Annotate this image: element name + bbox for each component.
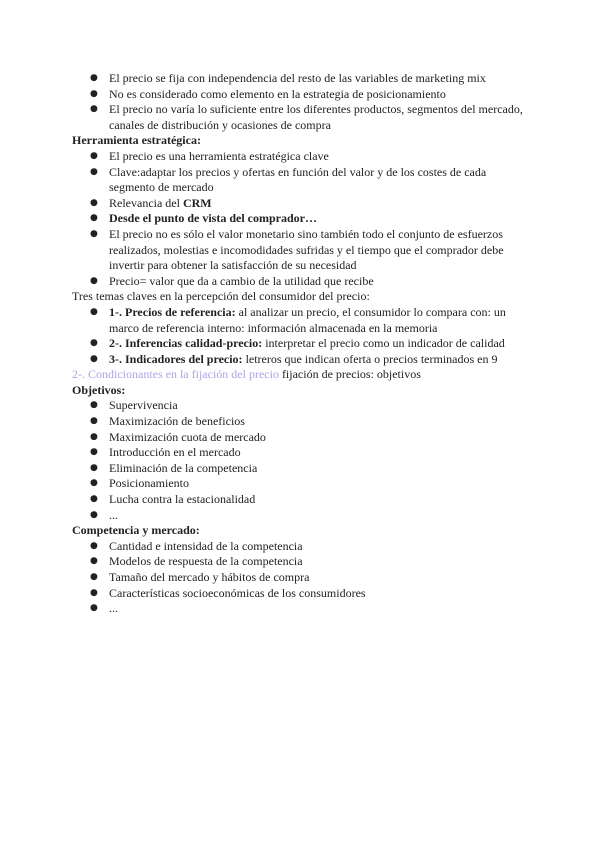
bullet-icon: ● — [90, 431, 98, 442]
list-item-text: Lucha contra la estacionalidad — [109, 492, 256, 507]
bullet-icon: ● — [90, 104, 98, 115]
bullet-icon: ● — [90, 556, 98, 567]
list-item — [72, 102, 532, 133]
bullet-icon: ● — [90, 462, 98, 473]
document-content — [72, 71, 532, 617]
list-item — [72, 539, 532, 555]
bullet-icon: ● — [90, 197, 98, 208]
list-item-text: Modelos de respuesta de la competencia — [109, 554, 303, 569]
list-item-text: ... — [109, 507, 118, 522]
paragraph — [72, 367, 532, 383]
bullet-icon: ● — [90, 494, 98, 505]
list-item — [72, 352, 532, 368]
list-item-text: El precio se fija con independencia del resto de las variables de marketing mix — [109, 71, 486, 85]
list-item — [72, 196, 532, 212]
list-item-text: El precio no es sólo el valor monetario sino también todo el conjunto de esfuerzos realizados, molestias e incomodidades sufridas y el tiempo que el comprador debe invertir para obtener la satisfacción de su necesidad — [109, 226, 504, 273]
bullet-icon: ● — [90, 88, 98, 99]
list-item — [72, 461, 532, 477]
list-item — [72, 445, 532, 461]
bullet-icon: ● — [90, 587, 98, 598]
bullet-list — [72, 539, 532, 617]
list-item — [72, 554, 532, 570]
bullet-list — [72, 305, 532, 367]
section-heading: Objetivos: — [72, 382, 126, 397]
bullet-list — [72, 149, 532, 289]
bullet-icon: ● — [90, 540, 98, 551]
term-label: 2-. Inferencias calidad-precio: — [109, 336, 263, 351]
list-item-text: Relevancia del — [109, 195, 183, 210]
term-label: 3-. Indicadores del precio: — [109, 351, 243, 366]
list-item — [72, 87, 532, 103]
list-item-text: Maximización cuota de mercado — [109, 429, 266, 444]
list-item — [72, 492, 532, 508]
section-heading: Competencia y mercado: — [72, 523, 200, 538]
list-item — [72, 601, 532, 617]
paragraph: Tres temas claves en la percepción del consumidor del precio: — [72, 289, 370, 304]
list-item — [72, 149, 532, 165]
bullet-icon: ● — [90, 73, 98, 83]
list-item-text: No es considerado como elemento en la estrategia de posicionamiento — [109, 86, 446, 101]
list-item — [72, 586, 532, 602]
list-item — [72, 508, 532, 524]
bullet-icon: ● — [90, 416, 98, 427]
bullet-icon: ● — [90, 150, 98, 161]
list-item-text: Características socioeconómicas de los consumidores — [109, 585, 366, 600]
list-item-text: Desde el punto de vista del comprador… — [109, 211, 317, 226]
list-item-text: El precio no varía lo suficiente entre los diferentes productos, segmentos del mercado, canales de distribución y ocasiones de compra — [109, 102, 523, 132]
bullet-icon: ● — [90, 478, 98, 489]
list-item — [72, 165, 532, 196]
list-item — [72, 305, 532, 336]
list-item-text: Supervivencia — [109, 398, 178, 413]
section-link[interactable]: 2-. Condicionantes en la fijación del precio — [72, 367, 279, 382]
list-item — [72, 570, 532, 586]
list-item — [72, 430, 532, 446]
section-heading: Herramienta estratégica: — [72, 133, 201, 148]
list-item-text: Tamaño del mercado y hábitos de compra — [109, 570, 310, 584]
list-item — [72, 211, 532, 227]
bullet-icon: ● — [90, 400, 98, 411]
list-item — [72, 398, 532, 414]
list-item-text: Posicionamiento — [109, 476, 189, 491]
bullet-icon: ● — [90, 338, 98, 349]
bullet-icon: ● — [90, 306, 98, 317]
paragraph-text: fijación de precios: objetivos — [278, 367, 421, 382]
bullet-icon: ● — [90, 603, 98, 614]
bullet-list — [72, 71, 532, 133]
list-item-text: Clave:adaptar los precios y ofertas en función del valor y de los costes de cada segmento de mercado — [109, 164, 487, 195]
bullet-icon: ● — [90, 275, 98, 286]
bullet-icon: ● — [90, 213, 98, 224]
bullet-list — [72, 398, 532, 523]
list-item — [72, 476, 532, 492]
list-item-text: Eliminación de la competencia — [109, 460, 258, 475]
bullet-icon: ● — [90, 447, 98, 458]
term-description: interpretar el precio como un indicador de calidad — [262, 336, 505, 351]
list-item-text: Maximización de beneficios — [109, 414, 245, 429]
bullet-icon: ● — [90, 353, 98, 364]
term-description: letreros que indican oferta o precios terminados en 9 — [242, 351, 498, 366]
bullet-icon: ● — [90, 572, 98, 582]
bullet-icon: ● — [90, 509, 98, 520]
list-item-text: ... — [109, 601, 118, 616]
crm-term: CRM — [182, 195, 212, 210]
term-label: 1-. Precios de referencia: — [109, 304, 236, 319]
list-item — [72, 414, 532, 430]
list-item — [72, 71, 532, 87]
list-item — [72, 274, 532, 290]
list-item — [72, 227, 532, 274]
list-item-text: El precio es una herramienta estratégica clave — [109, 148, 329, 163]
term-description: al analizar un precio, el consumidor lo compara con: un marco de referencia interno: información almacenada en la memoria — [109, 304, 506, 335]
bullet-icon: ● — [90, 228, 98, 239]
list-item-text: Cantidad e intensidad de la competencia — [109, 538, 303, 553]
list-item — [72, 336, 532, 352]
list-item-text: Introducción en el mercado — [109, 445, 241, 460]
bullet-icon: ● — [90, 166, 98, 177]
list-item-text: Precio= valor que da a cambio de la utilidad que recibe — [109, 273, 374, 288]
